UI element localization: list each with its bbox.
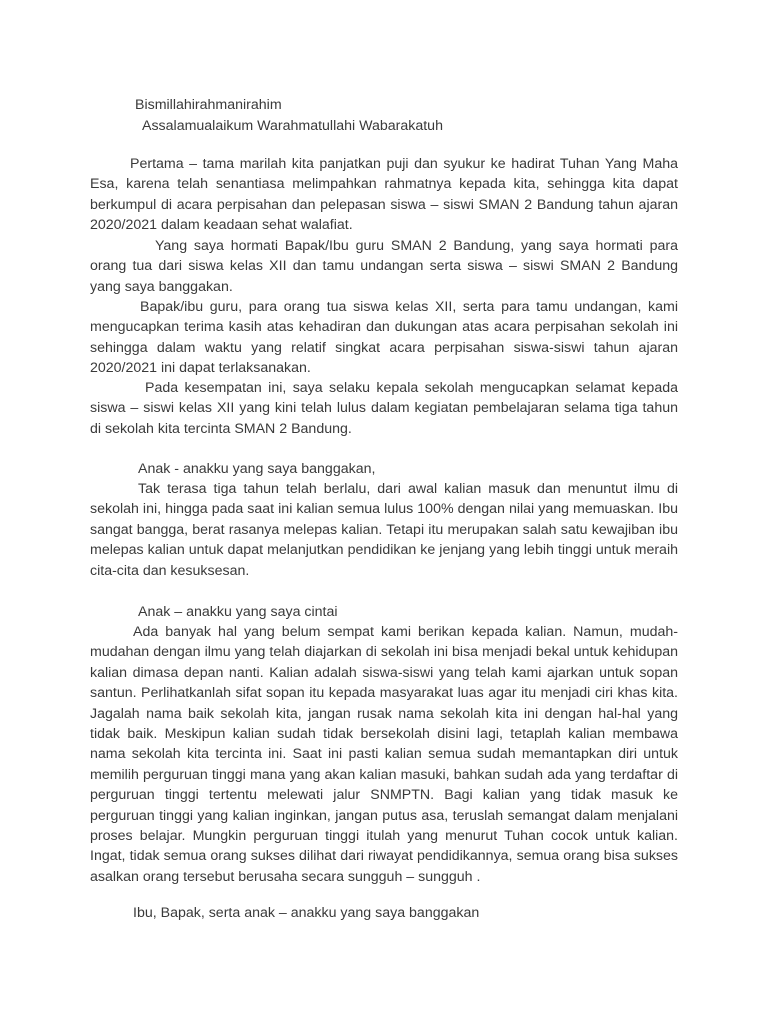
paragraph-congratulations: Pada kesempatan ini, saya selaku kepala sekolah mengucapkan selamat kepada siswa – siswi kelas XII yang kini telah lulus dalam kegiatan pembelajaran selama tiga tahun di sekolah kita tercinta SMAN 2 Bandung. bbox=[90, 380, 678, 437]
opening-bismillah: Bismillahirahmanirahim bbox=[135, 97, 282, 113]
paragraph-greetings: Yang saya hormati Bapak/Ibu guru SMAN 2 Bandung, yang saya hormati para orang tua dari siswa kelas XII dan tamu undangan serta siswa – siswi SMAN 2 Bandung yang saya banggakan. bbox=[90, 238, 678, 295]
heading-proud-students: Anak - anakku yang saya banggakan, bbox=[138, 461, 376, 477]
paragraph-thanks: Bapak/ibu guru, para orang tua siswa kelas XII, serta para tamu undangan, kami mengucapkan terima kasih atas kehadiran dan dukungan atas acara perpisahan sekolah ini sehingga dalam waktu yang relatif singkat acara perpisahan siswa-siswi tahun ajaran 2020/2021 ini dapat terlaksanakan. bbox=[90, 299, 678, 377]
heading-beloved-students: Anak – anakku yang saya cintai bbox=[138, 604, 338, 620]
paragraph-advice: Ada banyak hal yang belum sempat kami berikan kepada kalian. Namun, mudah-mudahan dengan ilmu yang telah diajarkan di sekolah ini bisa menjadi bekal untuk kehidupan kalian dimasa depan nanti. Kalian adalah siswa-siswi yang telah kami ajarkan untuk sopan santun. Perlihatkanlah sifat sopan itu kepada masyarakat luas agar itu menjadi ciri khas kita. Jagalah nama baik sekolah kita, jangan rusak nama sekolah kita ini dengan hal-hal yang tidak baik. Meskipun kalian sudah tidak bersekolah disini lagi, tetaplah kalian membawa nama sekolah kita tercinta ini. Saat ini pasti kalian semua sudah memantapkan diri untuk memilih perguruan tinggi mana yang akan kalian masuki, bahkan sudah ada yang terdaftar di perguruan tinggi tertentu melewati jalur SNMPTN. Bagi kalian yang tidak masuk ke perguruan tinggi yang kalian inginkan, jangan putus asa, teruslah semangat dalam menjalani proses belajar. Mungkin perguruan tinggi itulah yang menurut Tuhan cocok untuk kalian. Ingat, tidak semua orang sukses dilihat dari riwayat pendidikannya, semua orang bisa sukses asalkan orang tersebut berusaha secara sungguh – sungguh . bbox=[90, 624, 678, 885]
paragraph-three-years: Tak terasa tiga tahun telah berlalu, dari awal kalian masuk dan menuntut ilmu di sekolah ini, hingga pada saat ini kalian semua lulus 100% dengan nilai yang memuaskan. Ibu sangat bangga, berat rasanya melepas kalian. Tetapi itu merupakan salah satu kewajiban ibu melepas kalian untuk dapat melanjutkan pendidikan ke jenjang yang lebih tinggi untuk meraih cita-cita dan kesuksesan. bbox=[90, 481, 678, 579]
opening-salam: Assalamualaikum Warahmatullahi Wabarakatuh bbox=[142, 118, 443, 134]
paragraph-opening-gratitude: Pertama – tama marilah kita panjatkan puji dan syukur ke hadirat Tuhan Yang Maha Esa, karena telah senantiasa melimpahkan rahmatnya kepada kita, sehingga kita dapat berkumpul di acara perpisahan dan pelepasan siswa – siswi SMAN 2 Bandung tahun ajaran 2020/2021 dalam keadaan sehat walafiat. bbox=[90, 156, 678, 234]
heading-closing-address: Ibu, Bapak, serta anak – anakku yang saya banggakan bbox=[133, 905, 480, 921]
